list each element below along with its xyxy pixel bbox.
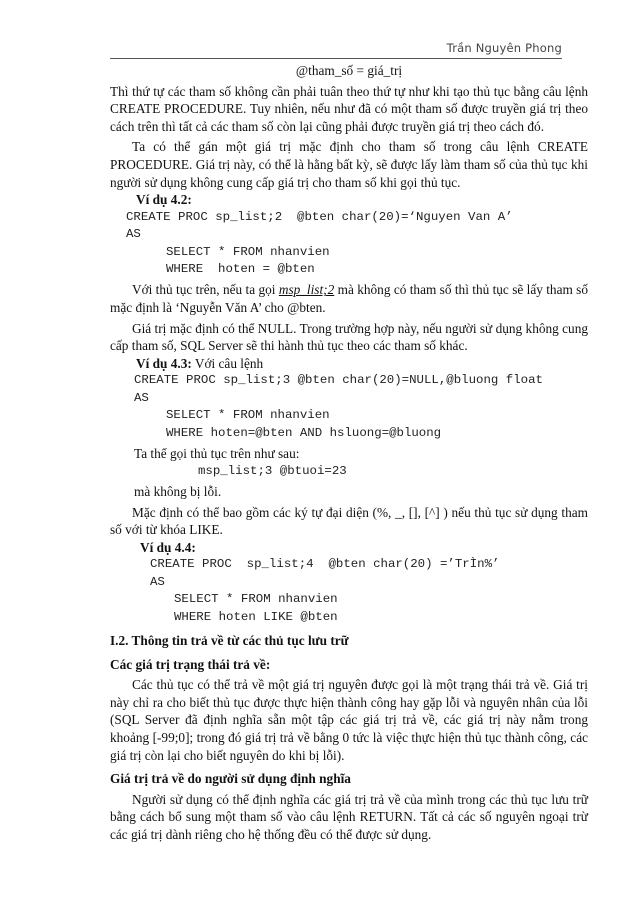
code-line: CREATE PROC sp_list;2 @bten char(20)=‘Nguyen Van A’ [126, 209, 513, 224]
code-line: CREATE PROC sp_list;4 @bten char(20) =’TrÌn%’ [150, 557, 500, 572]
subheading-user-defined-values: Giá trị trả về do người sử dụng định nghĩa [110, 771, 351, 787]
example-4-3-title: Ví dụ 4.3: [136, 355, 192, 371]
subheading-status-values: Các giá trị trạng thái trả về: [110, 656, 271, 672]
call-note: mà không bị lỗi. [134, 483, 222, 499]
document-body [110, 62, 588, 844]
paragraph-5: Mặc định có thể bao gồm các ký tự đại diện (%, _, [], [^] ) nếu thủ tục sử dụng tham số với từ khóa LIKE. [110, 504, 588, 538]
paragraph-1: Thì thứ tự các tham số không cần phải tuân theo thứ tự như khi tạo thủ tục bằng câu lệnh CREATE PROCEDURE. Tuy nhiên, nếu như đã có một tham số được truyền giá trị theo cách trên thì tất cả các tham số còn lại cũng phải được truyền giá trị theo cách đó. [110, 83, 588, 134]
paragraph-4: Giá trị mặc định có thể NULL. Trong trường hợp này, nếu người sử dụng không cung cấp tham số, SQL Server sẽ thi hành thủ tục theo các tham số khác. [110, 320, 588, 354]
example-4-3-line [136, 355, 588, 373]
code-line: WHERE hoten LIKE @bten [174, 609, 338, 624]
section-heading: I.2. Thông tin trả về từ các thủ tục lưu trữ [110, 632, 349, 648]
text-span: mà không có tham số thì thủ tục sẽ lấy tham số mặc định là ‘Nguyễn Văn A’ cho @bten. [110, 282, 588, 315]
paragraph-7: Người sử dụng có thể định nghĩa các giá trị trả về của mình trong các thủ tục lưu trữ bằng cách bổ sung một tham số vào câu lệnh RETURN. Tất cả các số nguyên ngoại trừ các giá trị dành riêng cho hệ thống đều có thể được sử dụng. [110, 791, 588, 842]
code-line: WHERE hoten = @bten [166, 261, 315, 276]
code-line: AS [134, 390, 149, 405]
code-line: SELECT * FROM nhanvien [166, 408, 330, 423]
code-line: CREATE PROC sp_list;3 @bten char(20)=NULL,@bluong float [134, 373, 543, 388]
paragraph-3 [110, 281, 588, 316]
code-line: WHERE hoten=@bten AND hsluong=@bluong [166, 425, 442, 440]
code-line: AS [150, 574, 165, 589]
proc-name-emphasis: msp_list;2 [278, 282, 335, 298]
code-line: SELECT * FROM nhanvien [174, 592, 338, 607]
code-line: AS [126, 227, 141, 242]
example-4-4-title: Ví dụ 4.4: [140, 539, 196, 555]
code-line: SELECT * FROM nhanvien [166, 244, 330, 259]
call-intro: Ta thể gọi thủ tục trên như sau: [134, 445, 300, 461]
syntax-line: @tham_số = giá_trị [295, 63, 403, 78]
page-header-author: Trần Nguyên Phong [446, 41, 562, 55]
paragraph-6: Các thủ tục có thể trả về một giá trị nguyên được gọi là một trạng thái trả về. Giá trị này chỉ ra cho biết thủ tục được thực hiện thành công hay gặp lỗi và nguyên nhân của lỗi (SQL Server đã định nghĩa sẵn một tập các giá trị trả về, các giá trị này nằm trong khoảng [-99;0]; trong đó giá trị trả về bằng 0 tức là việc thực hiện thủ tục thành công, các giá trị còn lại cho biết nguyên do khi bị lỗi). [110, 677, 588, 763]
example-4-3-tail: Với câu lệnh [191, 355, 264, 371]
paragraph-2: Ta có thể gán một giá trị mặc định cho tham số trong câu lệnh CREATE PROCEDURE. Giá trị này, có thể là hằng bất kỳ, sẽ được lấy làm tham số của thủ tục khi người sử dụng không cung cấp giá trị cho tham số khi gọi thủ tục. [110, 139, 588, 190]
text-span: Với thủ tục trên, nếu ta gọi [132, 282, 279, 298]
header-rule [110, 58, 562, 59]
example-4-2-title: Ví dụ 4.2: [136, 192, 192, 208]
call-code: msp_list;3 @btuoi=23 [198, 463, 347, 478]
